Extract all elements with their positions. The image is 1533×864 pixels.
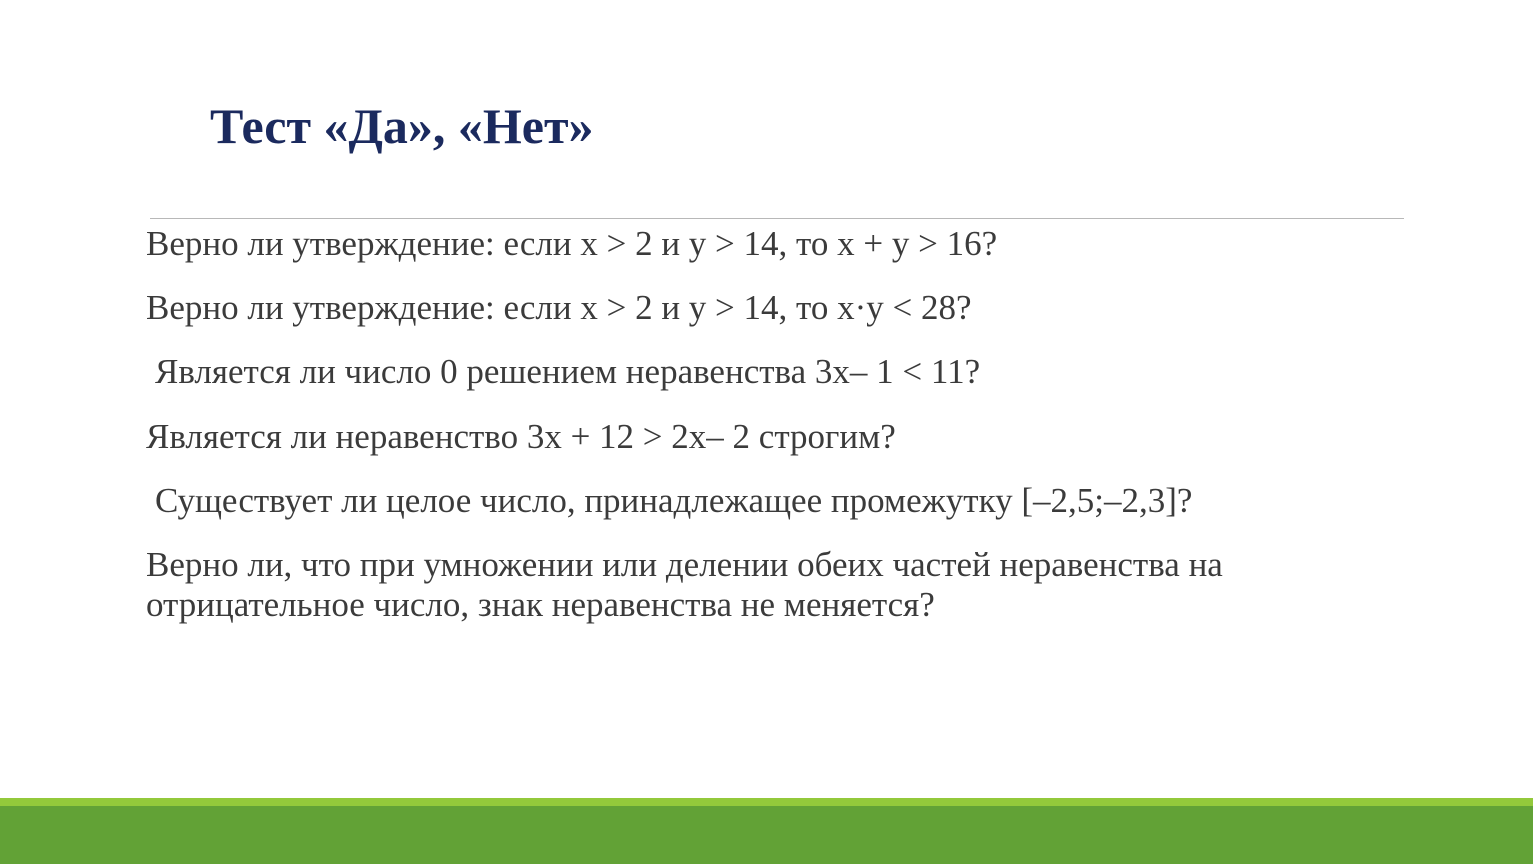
question-5: Существует ли целое число, принадлежащее промежутку [–2,5;–2,3]? — [155, 481, 1193, 520]
question-1: Верно ли утверждение: если х > 2 и y > 14, то х + y > 16? — [146, 224, 998, 263]
question-6: Верно ли, что при умножении или делении обеих частей неравенства на отрицательное число, знак неравенства не меняется? — [146, 545, 1223, 624]
question-2: Верно ли утверждение: если х > 2 и y > 14, то х·y < 28? — [146, 288, 972, 327]
footer-band-dark — [0, 806, 1533, 864]
footer-band-light — [0, 798, 1533, 806]
slide-title: Тест «Да», «Нет» — [210, 98, 594, 154]
question-3: Является ли число 0 решением неравенства 3х– 1 < 11? — [155, 352, 981, 391]
question-4: Является ли неравенство 3х + 12 > 2х– 2 строгим? — [146, 417, 896, 456]
title-divider — [150, 218, 1404, 219]
